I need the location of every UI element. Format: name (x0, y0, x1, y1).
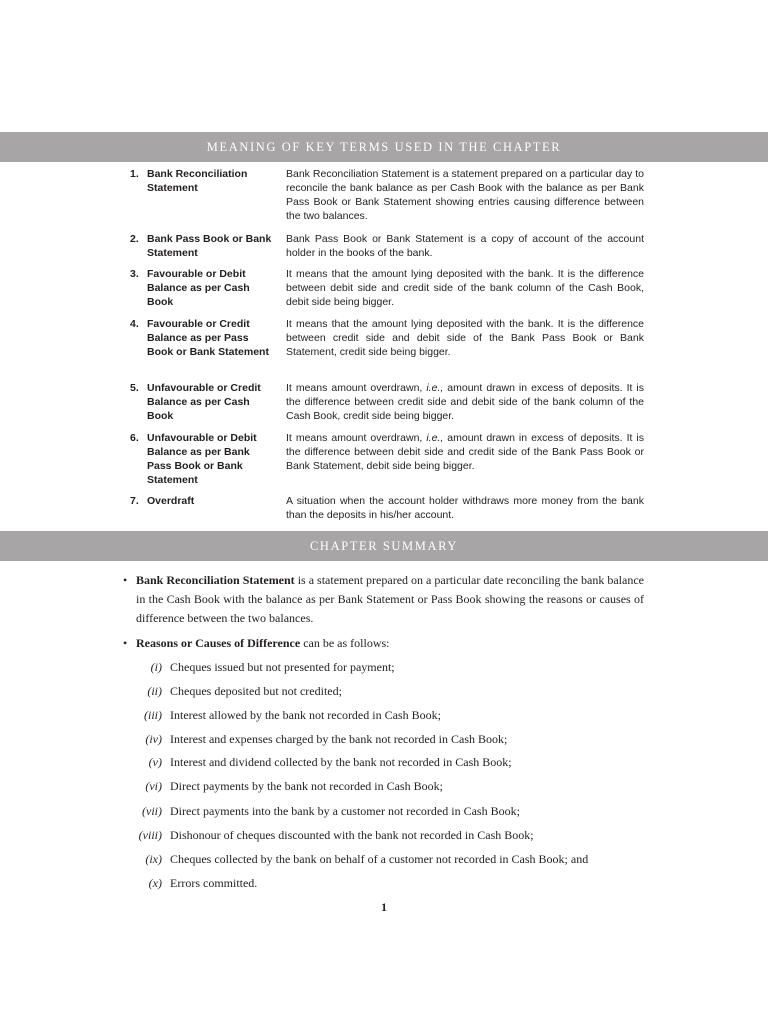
reason-item (0, 825, 768, 845)
term-number: 4. (130, 318, 139, 330)
term-number: 3. (130, 268, 139, 280)
term-name: Bank Pass Book or Bank Statement (147, 233, 272, 259)
term-definition: Bank Reconciliation Statement is a statement prepared on a particular day to reconcile the bank balance as per Cash Book with the balance as per Bank Pass Book or Bank Statement showing entries causing difference between the two balances. (286, 168, 644, 222)
reason-item (0, 849, 768, 869)
bullet-text (136, 571, 644, 628)
reason-text: Errors committed. (170, 876, 258, 890)
reason-number: (ix) (145, 852, 162, 866)
reason-text: Interest allowed by the bank not recorded in Cash Book; (170, 708, 441, 722)
term-name: Bank Reconciliation Statement (147, 168, 248, 194)
term-number: 6. (130, 432, 139, 444)
definition-text: amount drawn in excess of deposits. It is the difference between debit side and credit side of the Bank Pass Book or Bank Statement, debit side being bigger. (286, 432, 644, 472)
term-definition (286, 381, 644, 423)
reason-text: Interest and expenses charged by the bank not recorded in Cash Book; (170, 732, 508, 746)
bullet-icon: • (123, 636, 128, 650)
reason-text: Cheques deposited but not credited; (170, 684, 342, 698)
reason-number: (ii) (147, 684, 162, 698)
bullet-text (136, 634, 644, 653)
term-definition: A situation when the account holder withdraws more money from the bank than the deposits in his/her account. (286, 495, 644, 521)
reason-number: (x) (148, 876, 162, 890)
reason-item (0, 801, 768, 821)
reason-item (0, 705, 768, 725)
term-name: Favourable or Credit Balance as per Pass Book or Bank Statement (147, 318, 269, 358)
summary-bullet (118, 634, 644, 653)
term-number: 5. (130, 382, 139, 394)
term-number: 2. (130, 233, 139, 245)
reason-item (0, 776, 768, 796)
key-terms-heading: MEANING OF KEY TERMS USED IN THE CHAPTER (0, 132, 768, 162)
definition-text: It means amount overdrawn, (286, 432, 427, 444)
reason-number: (iii) (144, 708, 162, 722)
term-name: Unfavourable or Credit Balance as per Cash Book (147, 382, 261, 422)
reason-number: (iv) (145, 732, 162, 746)
reason-text: Direct payments into the bank by a customer not recorded in Cash Book; (170, 804, 520, 818)
definition-emphasis: i.e., (426, 382, 444, 394)
term-number: 1. (130, 168, 139, 180)
reason-text: Interest and dividend collected by the bank not recorded in Cash Book; (170, 755, 512, 769)
reason-text: Cheques collected by the bank on behalf of a customer not recorded in Cash Book; and (170, 852, 589, 866)
term-name: Favourable or Debit Balance as per Cash Book (147, 268, 250, 308)
chapter-summary-heading: CHAPTER SUMMARY (0, 531, 768, 561)
reason-item (0, 873, 768, 893)
bullet-icon: • (123, 573, 128, 587)
reason-number: (v) (148, 755, 162, 769)
term-number: 7. (130, 495, 139, 507)
term-definition (286, 431, 644, 473)
definition-emphasis: i.e., (426, 432, 444, 444)
reason-item (0, 729, 768, 749)
term-definition: It means that the amount lying deposited with the bank. It is the difference between credit side and debit side of the Bank Pass Book or Bank Statement, credit side being bigger. (286, 318, 644, 358)
reason-number: (vi) (145, 779, 162, 793)
bullet-body: is a statement prepared on a particular date reconciling the bank balance in the Cash Book with the balance as per Bank Statement or Pass Book showing the reasons or causes of difference between the two balances. (136, 573, 644, 625)
reason-item (0, 681, 768, 701)
reason-text: Direct payments by the bank not recorded in Cash Book; (170, 779, 443, 793)
reason-text: Cheques issued but not presented for payment; (170, 660, 395, 674)
page-number: 1 (381, 900, 387, 914)
reason-item (0, 657, 768, 677)
bullet-keyword: Bank Reconciliation Statement (136, 573, 295, 587)
bullet-body: can be as follows: (300, 636, 390, 650)
definition-text: It means amount overdrawn, (286, 382, 427, 394)
term-definition: Bank Pass Book or Bank Statement is a copy of account of the account holder in the books of the bank. (286, 233, 644, 259)
reason-item (0, 752, 768, 772)
reason-number: (vii) (142, 804, 162, 818)
reason-text: Dishonour of cheques discounted with the bank not recorded in Cash Book; (170, 828, 534, 842)
term-definition: It means that the amount lying deposited with the bank. It is the difference between debit side and credit side of the bank column of the Cash Book, debit side being bigger. (286, 268, 644, 308)
term-name: Overdraft (147, 495, 195, 507)
reason-number: (viii) (138, 828, 162, 842)
reason-number: (i) (150, 660, 162, 674)
bullet-keyword: Reasons or Causes of Difference (136, 636, 301, 650)
definition-text: amount drawn in excess of deposits. It is the difference between credit side and debit side of the bank column of the Cash Book, credit side being bigger. (286, 382, 644, 422)
term-name: Unfavourable or Debit Balance as per Bank Pass Book or Bank Statement (147, 432, 257, 486)
summary-bullet (118, 571, 644, 628)
